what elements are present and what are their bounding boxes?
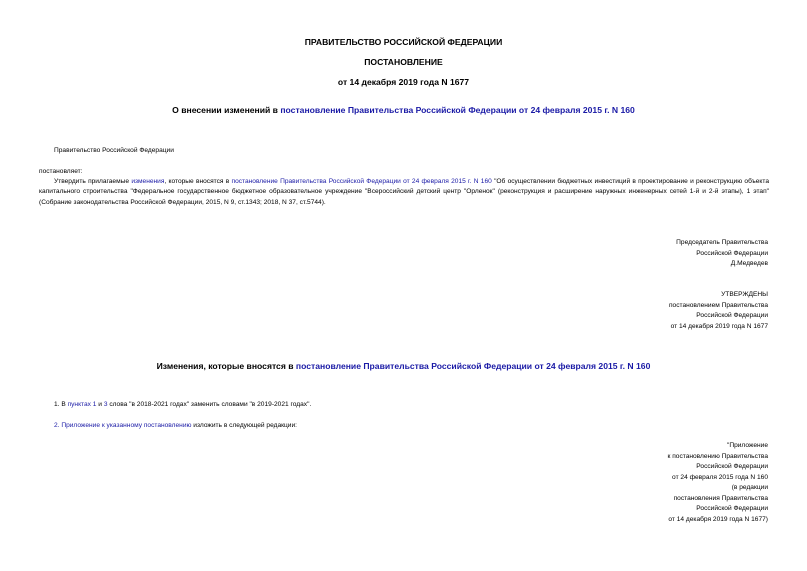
resolution-160-link[interactable]: постановление Правительства Российской Федерации от 24 февраля 2015 г. N 160 (231, 178, 492, 185)
changes-title (0, 361, 807, 371)
title-prefix: О внесении изменений в (172, 105, 281, 115)
signature-block (676, 238, 768, 270)
changes-title-prefix: Изменения, которые вносятся в (156, 361, 296, 371)
item1-text-c: слова "в 2018-2021 годах" заменить словами "в 2019-2021 годах". (107, 401, 312, 408)
approved-line-1: УТВЕРЖДЕНЫ (721, 291, 768, 298)
item2-rest: изложить в следующей редакции: (191, 422, 298, 429)
items-1-link[interactable]: пунктах 1 (67, 401, 97, 408)
changes-link[interactable]: изменения (131, 178, 165, 185)
appendix-link[interactable]: 2. Приложение к указанному постановлению (54, 422, 192, 429)
date-number-heading: от 14 декабря 2019 года N 1677 (337, 77, 470, 87)
signature-line-3: Д.Медведев (730, 260, 768, 267)
appendix-line-1: "Приложение (726, 442, 768, 449)
government-text: Правительство Российской Федерации (54, 147, 174, 154)
signature-line-2: Российской Федерации (696, 249, 768, 257)
appendix-line-6: постановления Правительства (673, 494, 768, 502)
org-heading: ПРАВИТЕЛЬСТВО РОССИЙСКОЙ ФЕДЕРАЦИИ (304, 37, 503, 47)
resolution-paragraph (39, 177, 769, 208)
signature-line-1: Председатель Правительства (676, 239, 768, 246)
item1-text-b: и (96, 401, 104, 408)
appendix-line-8: от 14 декабря 2019 года N 1677) (668, 515, 768, 523)
appendix-line-2: к постановлению Правительства (667, 452, 768, 460)
p1-text-a: Утвердить прилагаемые (54, 178, 132, 185)
change-item-1 (54, 400, 311, 411)
title-link[interactable]: постановление Правительства Российской Федерации от 24 февраля 2015 г. N 160 (280, 105, 635, 115)
item1-text-a: 1. В (54, 401, 68, 408)
appendix-line-5: (в редакции (731, 484, 768, 491)
change-item-2 (54, 421, 297, 432)
changes-title-link[interactable]: постановление Правительства Российской Федерации от 24 февраля 2015 г. N 160 (295, 361, 651, 371)
p1-text-b: , которые вносятся в (164, 178, 232, 185)
appendix-line-7: Российской Федерации (696, 505, 768, 512)
approved-line-2: постановлением Правительства (668, 301, 768, 309)
appendix-block (668, 441, 769, 525)
item-3-link[interactable]: 3 (103, 401, 108, 408)
approved-line-3: Российской Федерации (696, 312, 768, 319)
resolves-text: постановляет: (39, 168, 83, 175)
approved-line-4: от 14 декабря 2019 года N 1677 (670, 322, 768, 330)
appendix-line-3: Российской Федерации (696, 463, 768, 470)
appendix-line-4: от 24 февраля 2015 года N 160 (672, 473, 768, 481)
p1-text-c: "Об осуществлении бюджетных инвестиций в проектирование и реконструкцию объекта капитального строительства "Федеральное государственное бюджетное образовательное учреждение "Всероссийский детский центр "Орленок" (реконструкция и расширение наружных инженерных сетей 1-й и 2-й этапы), 1 этап" (Собрание законодательства Российской Федерации, 2015, N 9, ст.1343; 2018, N 37, ст.5744). (39, 178, 769, 206)
doc-type-heading: ПОСТАНОВЛЕНИЕ (364, 57, 443, 67)
document-title (0, 105, 807, 115)
approved-block (669, 290, 768, 332)
